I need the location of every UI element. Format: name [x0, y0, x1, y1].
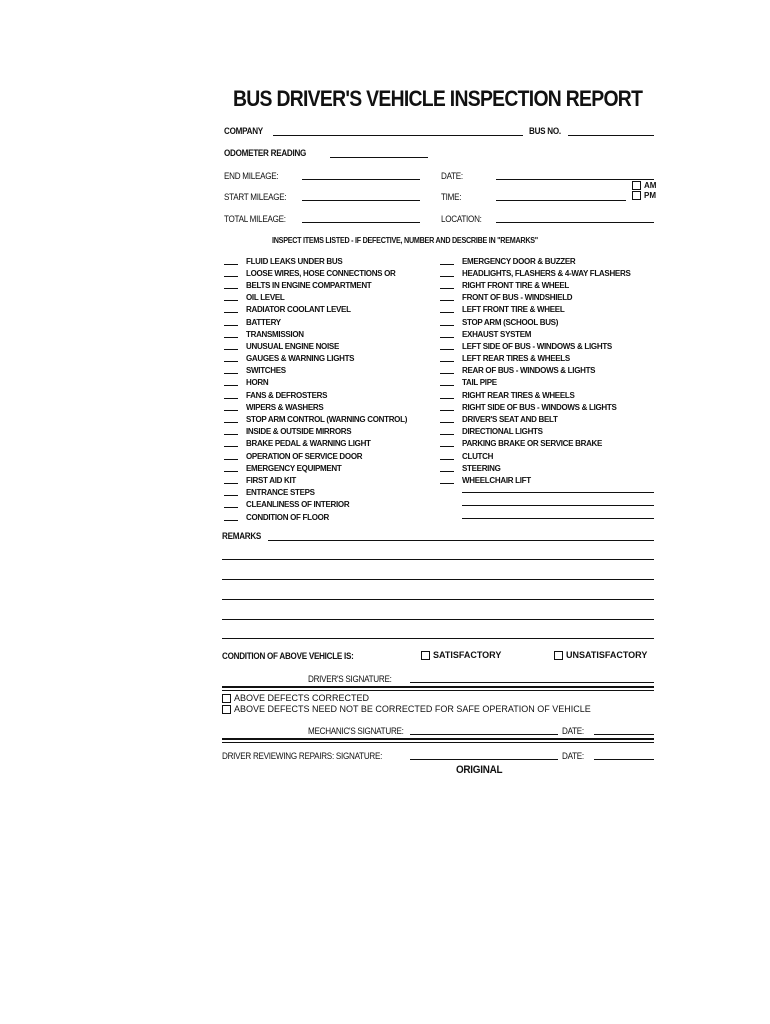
checklist-item[interactable] — [224, 426, 407, 438]
item-blank[interactable] — [440, 465, 454, 472]
item-blank[interactable] — [440, 355, 454, 362]
checklist-item[interactable] — [440, 292, 630, 304]
checklist-item[interactable] — [440, 450, 630, 462]
checkbox-icon — [222, 694, 231, 703]
item-blank[interactable] — [440, 270, 454, 277]
total-mileage-label: TOTAL MILEAGE: — [224, 214, 286, 224]
checklist-item[interactable] — [224, 328, 407, 340]
bus-no-field[interactable] — [568, 135, 654, 136]
item-blank[interactable] — [224, 258, 238, 265]
remarks-label: REMARKS — [222, 531, 262, 541]
item-label: RADIATOR COOLANT LEVEL — [246, 305, 351, 315]
checklist-item[interactable] — [440, 340, 630, 352]
item-blank[interactable] — [440, 282, 454, 289]
item-blank[interactable] — [440, 392, 454, 399]
remarks-line[interactable] — [222, 638, 654, 639]
item-blank[interactable] — [440, 319, 454, 326]
item-blank[interactable] — [440, 331, 454, 338]
time-field[interactable] — [496, 200, 626, 201]
checklist-item[interactable] — [224, 267, 407, 279]
item-blank[interactable] — [440, 404, 454, 411]
checklist-item[interactable] — [440, 328, 630, 340]
checklist-item[interactable] — [440, 365, 630, 377]
location-label: LOCATION: — [441, 214, 482, 224]
extra-item-line[interactable] — [462, 518, 654, 519]
checklist-item[interactable] — [440, 279, 630, 291]
mechanic-date-label: DATE: — [562, 726, 584, 736]
mechanic-date-field[interactable] — [594, 734, 654, 735]
item-blank[interactable] — [440, 294, 454, 301]
checklist-item[interactable] — [440, 377, 630, 389]
item-label: DRIVER'S SEAT AND BELT — [462, 415, 558, 425]
item-blank[interactable] — [224, 440, 238, 447]
checklist-item[interactable] — [224, 401, 407, 413]
checkbox-icon — [554, 651, 563, 660]
checklist-item[interactable] — [440, 462, 630, 474]
item-label: TRANSMISSION — [246, 329, 304, 339]
checklist-item[interactable] — [224, 474, 407, 486]
condition-label: CONDITION OF ABOVE VEHICLE IS: — [222, 651, 354, 661]
checklist-item[interactable] — [440, 413, 630, 425]
odometer-label: ODOMETER READING — [224, 148, 307, 158]
item-label: FIRST AID KIT — [246, 475, 297, 485]
item-blank[interactable] — [224, 514, 238, 521]
item-blank[interactable] — [224, 379, 238, 386]
item-blank[interactable] — [224, 501, 238, 508]
checklist-item[interactable] — [224, 462, 407, 474]
time-label: TIME: — [441, 192, 462, 202]
item-label: EMERGENCY DOOR & BUZZER — [462, 256, 576, 266]
item-blank[interactable] — [224, 392, 238, 399]
start-mileage-field[interactable] — [302, 200, 420, 201]
drivers-signature-field[interactable] — [410, 682, 654, 683]
reviewing-signature-field[interactable] — [410, 759, 558, 760]
checklist-item[interactable] — [224, 365, 407, 377]
checkbox-icon — [632, 191, 641, 200]
checklist-item[interactable] — [440, 316, 630, 328]
item-label: HEADLIGHTS, FLASHERS & 4-WAY FLASHERS — [462, 268, 631, 278]
item-blank[interactable] — [224, 404, 238, 411]
checklist-item[interactable] — [224, 279, 407, 291]
checkbox-icon — [421, 651, 430, 660]
remarks-line[interactable] — [222, 599, 654, 600]
item-blank[interactable] — [224, 489, 238, 496]
right-checklist — [440, 255, 630, 487]
remarks-line[interactable] — [268, 540, 654, 541]
checklist-item[interactable] — [440, 438, 630, 450]
divider — [222, 686, 654, 688]
checklist-item[interactable] — [224, 438, 407, 450]
item-blank[interactable] — [224, 367, 238, 374]
drivers-signature-label: DRIVER'S SIGNATURE: — [308, 674, 392, 684]
item-label: HORN — [246, 378, 269, 388]
checklist-item[interactable] — [224, 353, 407, 365]
item-label: BELTS IN ENGINE COMPARTMENT — [246, 280, 372, 290]
item-blank[interactable] — [224, 319, 238, 326]
extra-item-line[interactable] — [462, 492, 654, 493]
divider — [222, 690, 654, 691]
item-label: LEFT REAR TIRES & WHEELS — [462, 354, 570, 364]
start-mileage-label: START MILEAGE: — [224, 192, 287, 202]
mechanic-signature-field[interactable] — [410, 734, 558, 735]
checklist-item[interactable] — [224, 255, 407, 267]
checklist-item[interactable] — [440, 389, 630, 401]
bus-no-label: BUS NO. — [529, 126, 561, 136]
odometer-field[interactable] — [330, 157, 428, 158]
item-blank[interactable] — [440, 440, 454, 447]
defects-corrected-checkbox[interactable]: ABOVE DEFECTS CORRECTED — [222, 693, 369, 703]
unsatisfactory-checkbox[interactable]: UNSATISFACTORY — [554, 650, 647, 660]
pm-checkbox[interactable]: PM — [632, 191, 656, 200]
satisfactory-checkbox[interactable]: SATISFACTORY — [421, 650, 501, 660]
reviewing-date-label: DATE: — [562, 751, 584, 761]
item-label: SWITCHES — [246, 366, 286, 376]
item-blank[interactable] — [224, 477, 238, 484]
item-label: OIL LEVEL — [246, 293, 285, 303]
item-blank[interactable] — [224, 270, 238, 277]
item-label: STOP ARM (SCHOOL BUS) — [462, 317, 559, 327]
left-checklist — [224, 255, 407, 523]
item-blank[interactable] — [440, 379, 454, 386]
reviewing-signature-label: DRIVER REVIEWING REPAIRS: SIGNATURE: — [222, 751, 383, 761]
item-blank[interactable] — [440, 306, 454, 313]
item-label: FRONT OF BUS - WINDSHIELD — [462, 293, 573, 303]
checklist-item[interactable] — [224, 304, 407, 316]
item-label: RIGHT FRONT TIRE & WHEEL — [462, 280, 570, 290]
item-label: RIGHT SIDE OF BUS - WINDOWS & LIGHTS — [462, 402, 617, 412]
item-label: EXHAUST SYSTEM — [462, 329, 532, 339]
item-blank[interactable] — [440, 453, 454, 460]
item-label: BATTERY — [246, 317, 281, 327]
item-blank[interactable] — [224, 416, 238, 423]
checklist-item[interactable] — [224, 389, 407, 401]
checklist-item[interactable] — [440, 304, 630, 316]
item-blank[interactable] — [224, 294, 238, 301]
item-blank[interactable] — [224, 465, 238, 472]
item-label: RIGHT REAR TIRES & WHEELS — [462, 390, 575, 400]
item-label: TAIL PIPE — [462, 378, 497, 388]
divider — [222, 738, 654, 740]
item-label: ENTRANCE STEPS — [246, 488, 315, 498]
checkbox-icon — [632, 181, 641, 190]
checklist-item[interactable] — [224, 316, 407, 328]
item-label: INSIDE & OUTSIDE MIRRORS — [246, 427, 352, 437]
item-label: PARKING BRAKE OR SERVICE BRAKE — [462, 439, 603, 449]
item-blank[interactable] — [440, 428, 454, 435]
checklist-item[interactable] — [224, 292, 407, 304]
checklist-item[interactable] — [224, 511, 407, 523]
item-label: FLUID LEAKS UNDER BUS — [246, 256, 343, 266]
checklist-item[interactable] — [224, 487, 407, 499]
item-label: WHEELCHAIR LIFT — [462, 475, 531, 485]
item-blank[interactable] — [440, 258, 454, 265]
end-mileage-field[interactable] — [302, 179, 420, 180]
item-label: UNUSUAL ENGINE NOISE — [246, 341, 339, 351]
item-label: CLUTCH — [462, 451, 494, 461]
item-label: OPERATION OF SERVICE DOOR — [246, 451, 363, 461]
checklist-item[interactable] — [440, 353, 630, 365]
mechanic-signature-label: MECHANIC'S SIGNATURE: — [308, 726, 404, 736]
company-label: COMPANY — [224, 126, 263, 136]
instructions: INSPECT ITEMS LISTED - IF DEFECTIVE, NUMBER AND DESCRIBE IN "REMARKS" — [272, 236, 538, 245]
checklist-item[interactable] — [440, 401, 630, 413]
item-label: STOP ARM CONTROL (WARNING CONTROL) — [246, 415, 408, 425]
item-blank[interactable] — [224, 453, 238, 460]
item-label: GAUGES & WARNING LIGHTS — [246, 354, 355, 364]
item-label: EMERGENCY EQUIPMENT — [246, 463, 342, 473]
remarks-line[interactable] — [222, 579, 654, 580]
item-label: REAR OF BUS - WINDOWS & LIGHTS — [462, 366, 596, 376]
total-mileage-field[interactable] — [302, 222, 420, 223]
checklist-item[interactable] — [224, 377, 407, 389]
item-label: LEFT FRONT TIRE & WHEEL — [462, 305, 565, 315]
location-field[interactable] — [496, 222, 654, 223]
checklist-item[interactable] — [224, 499, 407, 511]
item-label: STEERING — [462, 463, 501, 473]
item-blank[interactable] — [224, 428, 238, 435]
item-label: CONDITION OF FLOOR — [246, 512, 330, 522]
item-label: CLEANLINESS OF INTERIOR — [246, 500, 350, 510]
extra-item-line[interactable] — [462, 505, 654, 506]
checkbox-icon — [222, 705, 231, 714]
company-field[interactable] — [273, 135, 523, 136]
item-blank[interactable] — [440, 343, 454, 350]
item-label: WIPERS & WASHERS — [246, 402, 324, 412]
checklist-item[interactable] — [440, 255, 630, 267]
item-blank[interactable] — [224, 343, 238, 350]
copy-label: ORIGINAL — [456, 764, 503, 776]
divider — [222, 742, 654, 743]
item-blank[interactable] — [440, 367, 454, 374]
checklist-item[interactable] — [224, 413, 407, 425]
item-label: LOOSE WIRES, HOSE CONNECTIONS OR — [246, 268, 396, 278]
item-label: DIRECTIONAL LIGHTS — [462, 427, 543, 437]
date-field[interactable] — [496, 179, 654, 180]
checklist-item[interactable] — [224, 340, 407, 352]
item-blank[interactable] — [224, 331, 238, 338]
end-mileage-label: END MILEAGE: — [224, 171, 279, 181]
remarks-line[interactable] — [222, 559, 654, 560]
item-label: BRAKE PEDAL & WARNING LIGHT — [246, 439, 371, 449]
checklist-item[interactable] — [440, 474, 630, 486]
remarks-line[interactable] — [222, 619, 654, 620]
item-blank[interactable] — [224, 282, 238, 289]
checklist-item[interactable] — [440, 267, 630, 279]
reviewing-date-field[interactable] — [594, 759, 654, 760]
checklist-item[interactable] — [224, 450, 407, 462]
item-label: LEFT SIDE OF BUS - WINDOWS & LIGHTS — [462, 341, 612, 351]
item-blank[interactable] — [440, 416, 454, 423]
item-label: FANS & DEFROSTERS — [246, 390, 328, 400]
checklist-item[interactable] — [440, 426, 630, 438]
form-title: BUS DRIVER'S VEHICLE INSPECTION REPORT — [233, 86, 643, 111]
date-label: DATE: — [441, 171, 463, 181]
item-blank[interactable] — [224, 306, 238, 313]
item-blank[interactable] — [440, 477, 454, 484]
item-blank[interactable] — [224, 355, 238, 362]
am-checkbox[interactable]: AM — [632, 181, 656, 190]
defects-not-needed-checkbox[interactable]: ABOVE DEFECTS NEED NOT BE CORRECTED FOR SAFE OPERATION OF VEHICLE — [222, 704, 591, 714]
